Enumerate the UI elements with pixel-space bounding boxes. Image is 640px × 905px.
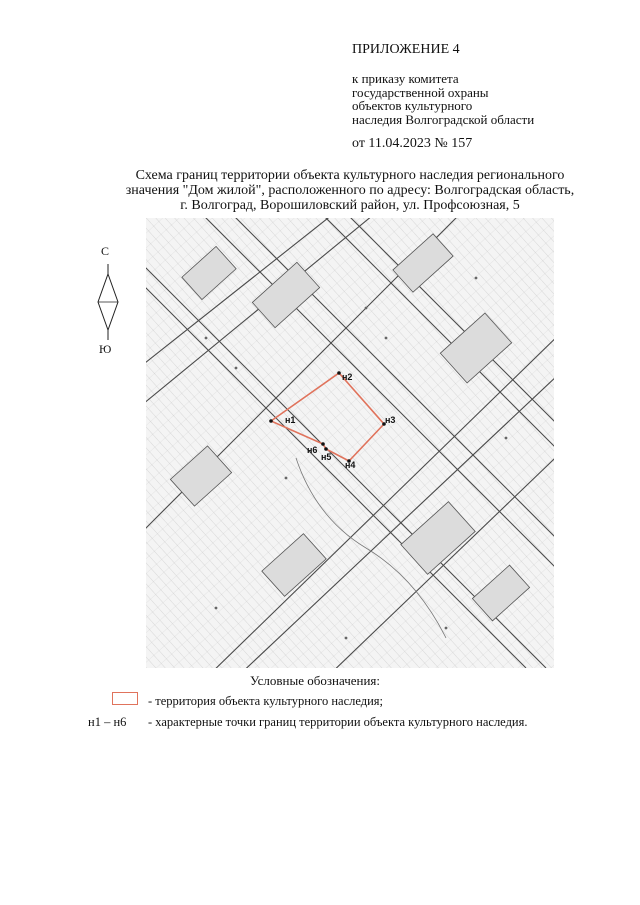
order-line: к приказу комитета xyxy=(352,71,459,86)
point-label-n5: н5 xyxy=(321,452,332,462)
point-label-n4: н4 xyxy=(345,460,356,470)
point-marker xyxy=(321,442,325,446)
legend-points-text: - характерные точки границ территории объекта культурного наследия. xyxy=(148,715,528,729)
order-date: от 11.04.2023 № 157 xyxy=(352,136,473,151)
order-line: объектов культурного xyxy=(352,98,473,113)
scheme-title-line: г. Волгоград, Ворошиловский район, ул. Профсоюзная, 5 xyxy=(180,198,520,213)
point-label-n3: н3 xyxy=(385,415,396,425)
cadastral-map xyxy=(146,218,554,668)
legend-title: Условные обозначения: xyxy=(250,673,381,688)
order-line: наследия Волгоградской области xyxy=(352,111,535,127)
map-background xyxy=(146,218,554,668)
legend-points-key: н1 – н6 xyxy=(88,715,127,729)
compass-south-label: Ю xyxy=(99,342,112,356)
point-label-n6: н6 xyxy=(307,445,318,455)
legend-territory-swatch xyxy=(112,692,138,705)
appendix-title: ПРИЛОЖЕНИЕ 4 xyxy=(352,42,460,57)
point-marker xyxy=(324,447,328,451)
order-line: государственной охраны xyxy=(352,84,489,100)
scheme-title-line: значения "Дом жилой", расположенного по адресу: Волгоградская область, xyxy=(125,183,575,198)
point-marker xyxy=(337,371,341,375)
point-label-n2: н2 xyxy=(342,372,353,382)
scheme-title xyxy=(90,168,610,213)
point-label-n1: н1 xyxy=(285,415,296,425)
scheme-title-line: Схема границ территории объекта культурного наследия регионального xyxy=(135,168,565,183)
point-marker xyxy=(269,419,273,423)
order-reference xyxy=(352,72,534,126)
legend-territory-text: - территория объекта культурного наследия; xyxy=(148,694,384,708)
compass-north-label: С xyxy=(101,244,110,258)
